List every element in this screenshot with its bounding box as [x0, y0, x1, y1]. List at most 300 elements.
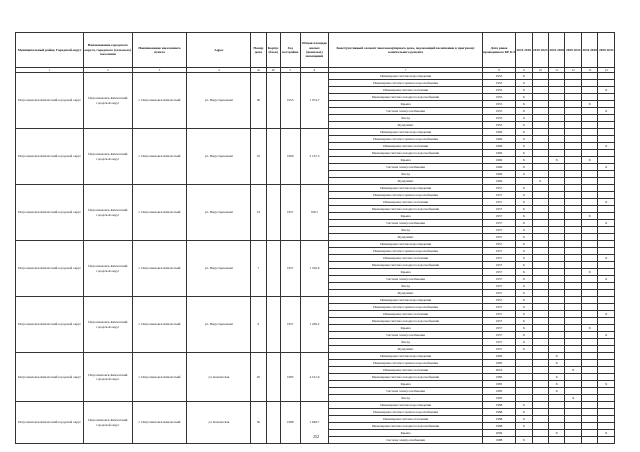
period-mark [598, 94, 615, 101]
period-mark [581, 374, 597, 381]
structural-element: Инженерная система холодного водоснабжения [329, 262, 483, 269]
column-header: Номер дома [251, 33, 266, 68]
column-header: 2039 2043 [598, 33, 615, 68]
period-mark [581, 360, 597, 367]
previous-repair-date: 1960 [483, 143, 516, 150]
previous-repair-date: 1957 [483, 206, 516, 213]
period-mark [581, 206, 597, 213]
structural-element: Инженерная система холодного водоснабжения [329, 94, 483, 101]
period-mark [581, 311, 597, 318]
period-mark [548, 346, 564, 353]
table-row [16, 129, 615, 136]
period-mark [548, 115, 564, 122]
period-mark [565, 178, 581, 185]
period-mark [598, 234, 615, 241]
period-mark [565, 374, 581, 381]
period-mark: X [516, 206, 532, 213]
period-mark [532, 409, 548, 416]
column-header: Год постройки [280, 33, 300, 68]
period-mark: X [516, 409, 532, 416]
building-house: 30 [251, 402, 266, 444]
period-mark [581, 171, 597, 178]
structural-element: Инженерная система холодного водоснабжения [329, 318, 483, 325]
period-mark [548, 304, 564, 311]
period-mark [548, 234, 564, 241]
period-mark [532, 332, 548, 339]
previous-repair-date: 1985 [483, 388, 516, 395]
period-mark [532, 248, 548, 255]
building-block [266, 353, 280, 402]
period-mark [548, 255, 564, 262]
structural-element: Инженерная система горячего водоснабжения [329, 192, 483, 199]
structural-element: Крыша [329, 381, 483, 388]
period-mark [598, 136, 615, 143]
period-mark [598, 283, 615, 290]
previous-repair-date: 1957 [483, 220, 516, 227]
period-mark [565, 171, 581, 178]
building-settlement: Петропавловск-Камчатский городской округ [84, 297, 132, 353]
period-mark [532, 122, 548, 129]
column-header: 2014 2018 [516, 33, 532, 68]
period-mark [565, 346, 581, 353]
period-mark [565, 332, 581, 339]
column-number: 14 [598, 68, 615, 73]
period-mark [581, 388, 597, 395]
previous-repair-date: 1955 [483, 87, 516, 94]
building-area: 1 648,7 [300, 402, 329, 444]
previous-repair-date: 1960 [483, 178, 516, 185]
period-mark [565, 318, 581, 325]
building-block [266, 73, 280, 129]
period-mark [532, 283, 548, 290]
column-number: 5 [280, 68, 300, 73]
period-mark [581, 150, 597, 157]
previous-repair-date: 1985 [483, 353, 516, 360]
period-mark: X [516, 227, 532, 234]
structural-element: Крыша [329, 213, 483, 220]
structural-element: Инженерная система водоотведения [329, 402, 483, 409]
period-mark [598, 346, 615, 353]
period-mark [581, 136, 597, 143]
period-mark: X [548, 360, 564, 367]
period-mark: X [598, 164, 615, 171]
structural-element: Фасад [329, 339, 483, 346]
period-mark [598, 325, 615, 332]
period-mark [581, 234, 597, 241]
period-mark [565, 192, 581, 199]
building-district: Петропавловск-Камчатский городской округ [16, 353, 84, 402]
period-mark [581, 227, 597, 234]
period-mark: X [598, 430, 615, 437]
period-mark: X [516, 290, 532, 297]
period-mark [532, 73, 548, 80]
period-mark [565, 290, 581, 297]
period-mark [598, 122, 615, 129]
period-mark [581, 395, 597, 402]
period-mark [548, 416, 564, 423]
previous-repair-date: 1960 [483, 136, 516, 143]
period-mark [565, 108, 581, 115]
period-mark [548, 136, 564, 143]
period-mark: X [565, 367, 581, 374]
period-mark [598, 374, 615, 381]
period-mark [598, 395, 615, 402]
building-street: ул. Индустриальная [187, 297, 251, 353]
building-locality: г. Петропавловск-Камчатский [132, 185, 187, 241]
period-mark [565, 325, 581, 332]
period-mark [548, 367, 564, 374]
previous-repair-date: 1957 [483, 283, 516, 290]
structural-element: Инженерная система отопления [329, 311, 483, 318]
period-mark: X [516, 220, 532, 227]
structural-element: Фундамент [329, 178, 483, 185]
period-mark: X [516, 402, 532, 409]
period-mark [598, 178, 615, 185]
period-mark: X [516, 423, 532, 430]
period-mark [598, 297, 615, 304]
period-mark: X [516, 276, 532, 283]
period-mark [581, 73, 597, 80]
period-mark: X [581, 213, 597, 220]
period-mark: X [548, 353, 564, 360]
period-mark [565, 409, 581, 416]
structural-element: Инженерная система водоотведения [329, 73, 483, 80]
previous-repair-date: 1957 [483, 346, 516, 353]
period-mark [581, 220, 597, 227]
building-street: ул. Камчатская [187, 402, 251, 444]
period-mark: X [516, 150, 532, 157]
period-mark [565, 339, 581, 346]
period-mark [598, 73, 615, 80]
period-mark [581, 381, 597, 388]
period-mark: X [598, 276, 615, 283]
period-mark: X [581, 101, 597, 108]
period-mark [581, 143, 597, 150]
period-mark [532, 388, 548, 395]
building-block [266, 129, 280, 185]
period-mark [548, 199, 564, 206]
previous-repair-date: 1960 [483, 129, 516, 136]
building-district: Петропавловск-Камчатский городской округ [16, 241, 84, 297]
period-mark [598, 192, 615, 199]
period-mark: X [565, 395, 581, 402]
column-header: Корпус (блок) [266, 33, 280, 68]
structural-element: Инженерная система водоотведения [329, 297, 483, 304]
period-mark [581, 185, 597, 192]
period-mark: X [598, 311, 615, 318]
structural-element: Инженерная система водоотведения [329, 185, 483, 192]
period-mark: X [516, 332, 532, 339]
period-mark [548, 129, 564, 136]
period-mark [565, 150, 581, 157]
structural-element: Фасад [329, 171, 483, 178]
period-mark: X [516, 73, 532, 80]
period-mark [516, 395, 532, 402]
period-mark [548, 171, 564, 178]
structural-element: Система электроснабжения [329, 220, 483, 227]
period-mark [581, 122, 597, 129]
period-mark: X [516, 87, 532, 94]
period-mark [532, 297, 548, 304]
table-row [16, 73, 615, 80]
structural-element: Фасад [329, 395, 483, 402]
structural-element: Крыша [329, 325, 483, 332]
period-mark [516, 388, 532, 395]
column-number: 12 [565, 68, 581, 73]
period-mark [548, 80, 564, 87]
period-mark [548, 101, 564, 108]
period-mark [565, 220, 581, 227]
period-mark: X [516, 311, 532, 318]
period-mark [548, 164, 564, 171]
period-mark [598, 227, 615, 234]
structural-element: Фасад [329, 283, 483, 290]
previous-repair-date: 1957 [483, 290, 516, 297]
structural-element: Инженерная система горячего водоснабжения [329, 360, 483, 367]
period-mark: X [516, 304, 532, 311]
period-mark: X [516, 248, 532, 255]
period-mark [565, 311, 581, 318]
building-year: 1985 [280, 353, 300, 402]
column-number: 9 [516, 68, 532, 73]
period-mark [548, 213, 564, 220]
previous-repair-date: 1957 [483, 311, 516, 318]
building-house: 33 [251, 185, 266, 241]
period-mark: X [516, 241, 532, 248]
table-row [16, 185, 615, 192]
capital-repair-table [15, 32, 615, 444]
building-street: ул. Индустриальная [187, 73, 251, 129]
building-district: Петропавловск-Камчатский городской округ [16, 185, 84, 241]
period-mark [581, 199, 597, 206]
period-mark [565, 136, 581, 143]
period-mark [565, 80, 581, 87]
period-mark [532, 318, 548, 325]
period-mark [548, 262, 564, 269]
period-mark [548, 269, 564, 276]
previous-repair-date: 1957 [483, 241, 516, 248]
period-mark [565, 157, 581, 164]
period-mark: X [516, 255, 532, 262]
column-header: Адрес [187, 33, 251, 68]
column-header: 2029 2033 [565, 33, 581, 68]
column-header: Муниципальный район, Городской округ [16, 33, 84, 68]
period-mark [581, 339, 597, 346]
period-mark [532, 346, 548, 353]
structural-element: Фундамент [329, 234, 483, 241]
period-mark [581, 318, 597, 325]
period-mark [548, 73, 564, 80]
building-locality: г. Петропавловск-Камчатский [132, 241, 187, 297]
period-mark [516, 381, 532, 388]
period-mark [565, 101, 581, 108]
period-mark: X [581, 325, 597, 332]
period-mark [548, 108, 564, 115]
period-mark [532, 164, 548, 171]
period-mark [516, 367, 532, 374]
period-mark [581, 115, 597, 122]
period-mark: X [516, 416, 532, 423]
previous-repair-date: 1957 [483, 234, 516, 241]
building-settlement: Петропавловск-Камчатский городской округ [84, 402, 132, 444]
period-mark [581, 367, 597, 374]
building-year: 1955 [280, 73, 300, 129]
period-mark [532, 367, 548, 374]
period-mark: X [516, 129, 532, 136]
period-mark [548, 87, 564, 94]
building-year: 1957 [280, 185, 300, 241]
building-settlement: Петропавловск-Камчатский городской округ [84, 185, 132, 241]
structural-element: Фундамент [329, 122, 483, 129]
period-mark: X [516, 213, 532, 220]
structural-element: Инженерная система водоотведения [329, 353, 483, 360]
previous-repair-date: 1957 [483, 269, 516, 276]
period-mark [548, 311, 564, 318]
period-mark: X [516, 164, 532, 171]
period-mark [548, 220, 564, 227]
period-mark [581, 297, 597, 304]
column-number: 8 [483, 68, 516, 73]
period-mark [581, 192, 597, 199]
period-mark [581, 129, 597, 136]
period-mark [548, 318, 564, 325]
period-mark [532, 241, 548, 248]
period-mark: X [516, 80, 532, 87]
period-mark [565, 164, 581, 171]
period-mark [532, 416, 548, 423]
previous-repair-date: 1960 [483, 164, 516, 171]
table-row [16, 353, 615, 360]
structural-element: Инженерная система холодного водоснабжения [329, 374, 483, 381]
period-mark [598, 416, 615, 423]
period-mark [565, 143, 581, 150]
period-mark [532, 213, 548, 220]
period-mark [598, 101, 615, 108]
period-mark [565, 73, 581, 80]
period-mark [598, 185, 615, 192]
period-mark: X [516, 101, 532, 108]
period-mark [581, 80, 597, 87]
period-mark [516, 360, 532, 367]
column-number: 6 [300, 68, 329, 73]
column-header: 2034 2038 [581, 33, 597, 68]
period-mark [598, 269, 615, 276]
period-mark [581, 402, 597, 409]
period-mark [548, 122, 564, 129]
period-mark [565, 227, 581, 234]
structural-element: Инженерная система отопления [329, 199, 483, 206]
previous-repair-date: 1957 [483, 339, 516, 346]
building-district: Петропавловск-Камчатский городской округ [16, 73, 84, 129]
period-mark: X [598, 220, 615, 227]
structural-element: Крыша [329, 101, 483, 108]
period-mark: X [516, 157, 532, 164]
period-mark [532, 206, 548, 213]
period-mark [581, 241, 597, 248]
structural-element: Система электроснабжения [329, 164, 483, 171]
period-mark: X [516, 297, 532, 304]
column-number: 4б [266, 68, 280, 73]
period-mark: X [548, 381, 564, 388]
period-mark [548, 192, 564, 199]
column-header: 2024 2028 [548, 33, 564, 68]
period-mark [598, 423, 615, 430]
period-mark [532, 311, 548, 318]
period-mark: X [548, 374, 564, 381]
period-mark [565, 115, 581, 122]
column-number: 2 [84, 68, 132, 73]
period-mark [598, 290, 615, 297]
previous-repair-date: 2009 [483, 430, 516, 437]
period-mark [548, 206, 564, 213]
period-mark: X [598, 87, 615, 94]
period-mark: X [516, 437, 532, 444]
period-mark [581, 353, 597, 360]
building-settlement: Петропавловск-Камчатский городской округ [84, 73, 132, 129]
period-mark [565, 402, 581, 409]
period-mark [548, 402, 564, 409]
period-mark [565, 381, 581, 388]
building-house: 9 [251, 297, 266, 353]
previous-repair-date: 1957 [483, 325, 516, 332]
table-row [16, 297, 615, 304]
period-mark [532, 325, 548, 332]
period-mark: X [516, 185, 532, 192]
previous-repair-date: 1985 [483, 395, 516, 402]
period-mark [548, 178, 564, 185]
building-area: 4 191,9 [300, 353, 329, 402]
column-header: Наименование городского округа, городского (сельского) поселения [84, 33, 132, 68]
period-mark: X [532, 178, 548, 185]
period-mark [548, 409, 564, 416]
structural-element: Инженерная система холодного водоснабжения [329, 423, 483, 430]
period-mark: X [516, 94, 532, 101]
period-mark [598, 248, 615, 255]
period-mark [565, 185, 581, 192]
structural-element: Фундамент [329, 290, 483, 297]
period-mark [598, 241, 615, 248]
period-mark [565, 248, 581, 255]
period-mark: X [581, 157, 597, 164]
previous-repair-date: 1985 [483, 381, 516, 388]
period-mark: X [516, 192, 532, 199]
period-mark [548, 248, 564, 255]
period-mark: X [598, 143, 615, 150]
period-mark [532, 94, 548, 101]
building-settlement: Петропавловск-Камчатский городской округ [84, 353, 132, 402]
building-street: ул. Индустриальная [187, 241, 251, 297]
period-mark [516, 374, 532, 381]
period-mark [565, 241, 581, 248]
period-mark: X [516, 122, 532, 129]
previous-repair-date: 1960 [483, 171, 516, 178]
period-mark [548, 332, 564, 339]
period-mark [548, 227, 564, 234]
structural-element: Инженерная система отопления [329, 143, 483, 150]
header-row [16, 33, 615, 68]
period-mark: X [598, 108, 615, 115]
period-mark [532, 402, 548, 409]
period-mark [581, 283, 597, 290]
building-street: ул. Камчатская [187, 353, 251, 402]
structural-element: Система электроснабжения [329, 437, 483, 444]
period-mark [532, 136, 548, 143]
period-mark [581, 178, 597, 185]
column-number: 1 [16, 68, 84, 73]
previous-repair-date: 1957 [483, 318, 516, 325]
period-mark [532, 234, 548, 241]
previous-repair-date: 1960 [483, 157, 516, 164]
